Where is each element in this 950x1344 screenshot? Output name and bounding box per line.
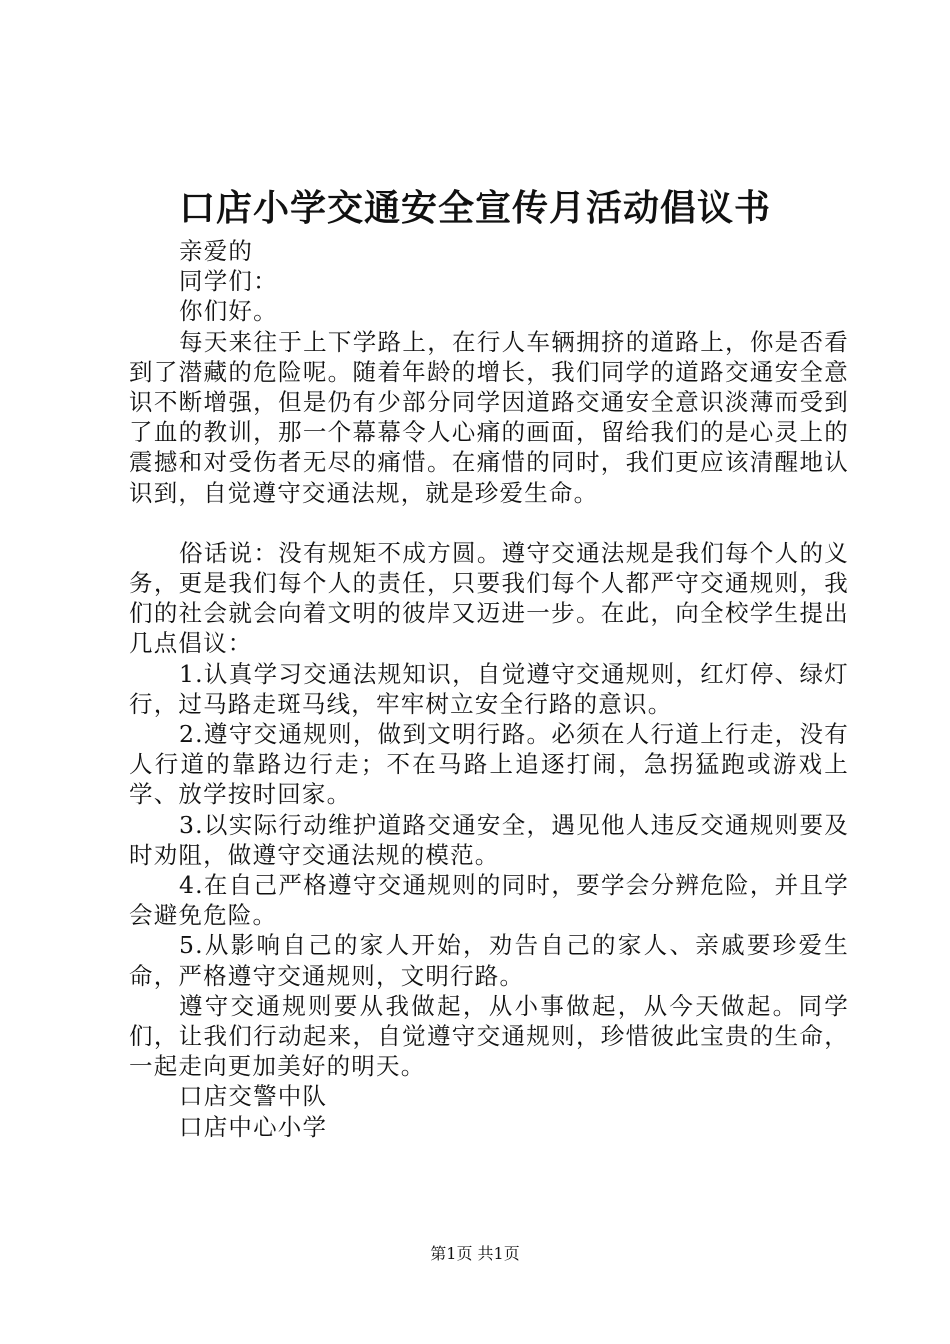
signature-school: 口店中心小学	[179, 1112, 328, 1141]
proposal-item-2: 2.遵守交通规则，做到文明行路。必须在人行道上行走，没有人行道的靠路边行走；不在马路上追逐打闹，急拐猛跑或游戏上学、放学按时回家。	[129, 720, 849, 809]
closing-paragraph: 遵守交通规则要从我做起，从小事做起，从今天做起。同学们，让我们行动起来，自觉遵守交通规则，珍惜彼此宝贵的生命，一起走向更加美好的明天。	[129, 991, 849, 1081]
signature-police: 口店交警中队	[179, 1082, 328, 1111]
document-title: 口店小学交通安全宣传月活动倡议书	[178, 187, 771, 229]
proposal-item-1: 1.认真学习交通法规知识，自觉遵守交通规则，红灯停、绿灯行，过马路走斑马线，牢牢树立安全行路的意识。	[129, 659, 849, 718]
paragraph-gap	[129, 508, 849, 538]
document-body	[129, 236, 849, 1142]
greeting-line-2: 同学们：	[179, 267, 278, 296]
paragraph-2: 俗话说：没有规矩不成方圆。遵守交通法规是我们每个人的义务，更是我们每个人的责任，只要我们每个人都严守交通规则，我们的社会就会向着文明的彼岸又迈进一步。在此，向全校学生提出几点倡议：	[129, 538, 849, 658]
proposal-item-5: 5.从影响自己的家人开始，劝告自己的家人、亲戚要珍爱生命，严格遵守交通规则，文明行路。	[129, 931, 849, 990]
proposal-item-4: 4.在自己严格遵守交通规则的同时，要学会分辨危险，并且学会避免危险。	[129, 871, 849, 930]
paragraph-1: 每天来往于上下学路上，在行人车辆拥挤的道路上，你是否看到了潜藏的危险呢。随着年龄的增长，我们同学的道路交通安全意识不断增强，但是仍有少部分同学因道路交通安全意识淡薄而受到了血的教训，那一个幕幕令人心痛的画面，留给我们的是心灵上的震撼和对受伤者无尽的痛惜。在痛惜的同时，我们更应该清醒地认识到，自觉遵守交通法规，就是珍爱生命。	[129, 327, 849, 507]
proposal-item-3: 3.以实际行动维护道路交通安全，遇见他人违反交通规则要及时劝阻，做遵守交通法规的模范。	[129, 810, 849, 869]
greeting-line-1: 亲爱的	[179, 237, 254, 265]
greeting-line-3: 你们好。	[179, 297, 278, 326]
page-number: 第1页 共1页	[430, 1244, 520, 1263]
